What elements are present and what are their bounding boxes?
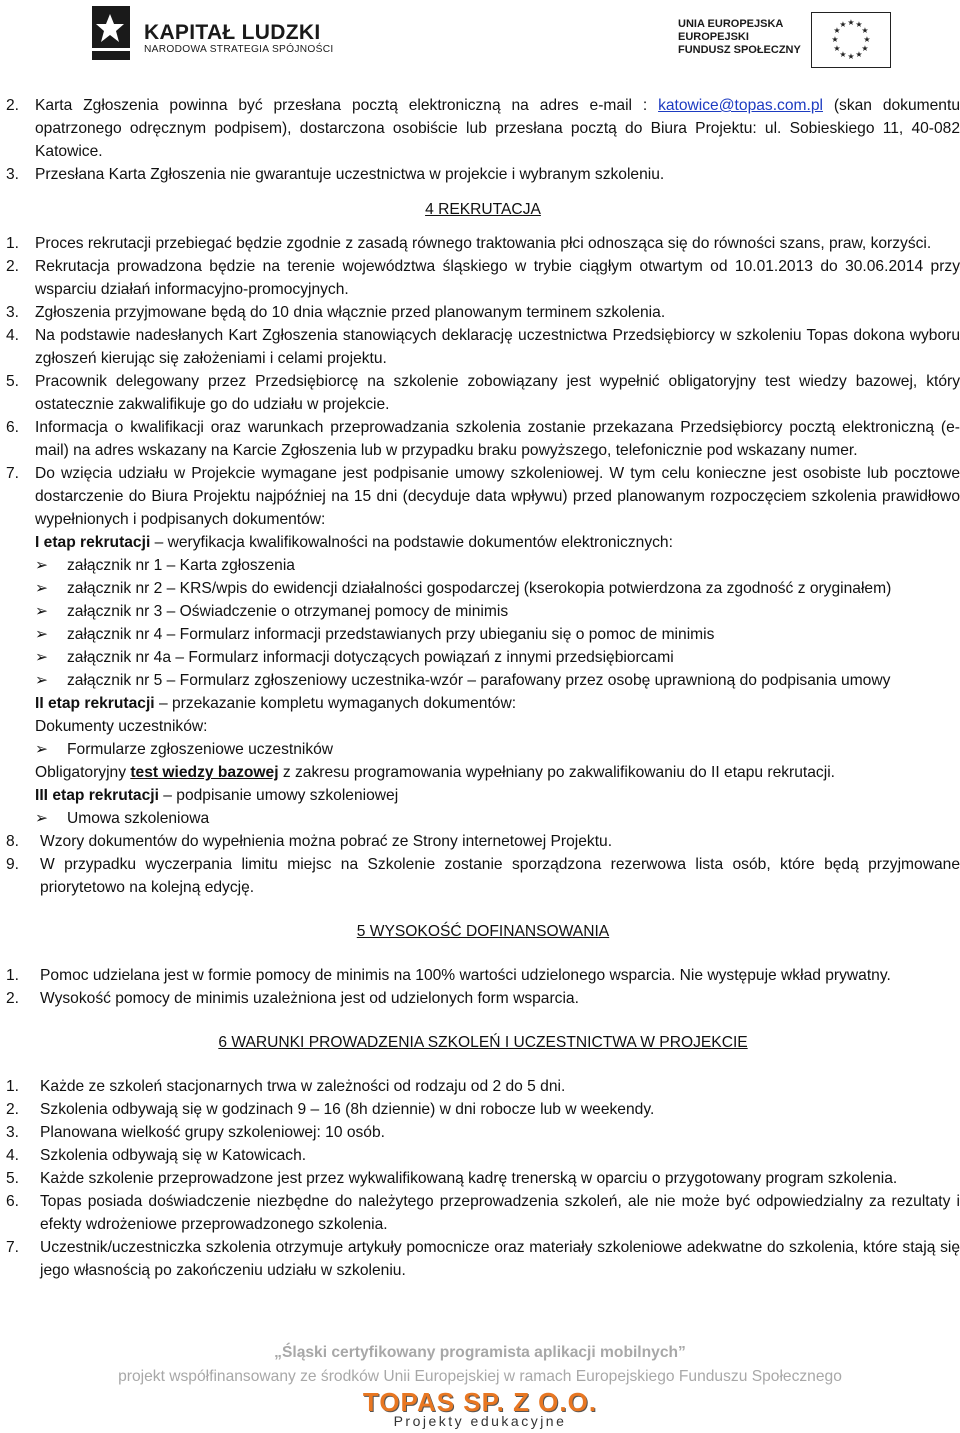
project-title: „Śląski certyfikowany programista aplikacji mobilnych” <box>274 1344 686 1361</box>
topas-company-name: TOPAS SP. Z O.O. <box>362 1387 598 1417</box>
bullet-item: ➢ Umowa szkoleniowa <box>6 807 960 830</box>
topas-tagline: Projekty edukacyjne <box>393 1413 567 1429</box>
list-item: 8. Wzory dokumentów do wypełnienia można pobrać ze Strony internetowej Projektu. <box>6 833 613 850</box>
cofinance-note: projekt współfinansowany ze środków Unii Europejskiej w ramach Europejskiego Funduszu Społecznego <box>118 1368 842 1385</box>
svg-text:★: ★ <box>833 44 841 53</box>
arrow-bullet-icon: ➢ <box>35 741 49 758</box>
bullet-item: ➢ załącznik nr 1 – Karta zgłoszenia <box>6 554 960 577</box>
section-4-heading: 4 REKRUTACJA <box>425 201 541 218</box>
svg-text:★: ★ <box>861 26 869 35</box>
section-6-heading: 6 WARUNKI PROWADZENIA SZKOLEŃ I UCZESTNICTWA W PROJEKCIE <box>218 1034 748 1051</box>
svg-text:★: ★ <box>847 52 855 61</box>
list-item: 3. Planowana wielkość grupy szkoleniowej: 10 osób. <box>6 1124 385 1141</box>
eu-line-1: UNIA EUROPEJSKA <box>678 18 784 30</box>
svg-text:★: ★ <box>855 50 863 59</box>
list-item: 6. Informacja o kwalifikacji oraz warunkach przeprowadzania szkolenia zostanie przekazana Przedsiębiorcy pocztą elektroniczną (e-mail) na adres wskazany na Karcie Zgłoszenia lub w przypadku braku powyższego, telefonicznie pod wskazany numer. <box>6 419 960 459</box>
arrow-bullet-icon: ➢ <box>35 557 49 574</box>
document-body <box>6 94 960 1282</box>
arrow-bullet-icon: ➢ <box>35 603 49 620</box>
kapital-ludzki-title: KAPITAŁ LUDZKI <box>144 21 321 44</box>
arrow-bullet-icon: ➢ <box>35 672 49 689</box>
bullet-item: ➢ załącznik nr 5 – Formularz zgłoszeniowy uczestnika-wzór – parafowany przez osobę uprawnioną do podpisania umowy <box>6 669 960 692</box>
svg-text:★: ★ <box>863 35 871 44</box>
list-item: 3. Zgłoszenia przyjmowane będą do 10 dnia włącznie przed planowanym terminem szkolenia. <box>6 304 666 321</box>
section-5-heading: 5 WYSOKOŚĆ DOFINANSOWANIA <box>356 923 610 940</box>
svg-text:★: ★ <box>839 20 847 29</box>
bullet-item: ➢ Formularze zgłoszeniowe uczestników <box>6 738 960 761</box>
bullet-item: ➢ załącznik nr 4a – Formularz informacji dotyczących powiązań z innymi przedsiębiorcami <box>6 646 960 669</box>
svg-text:★: ★ <box>833 26 841 35</box>
list-item: 5. Pracownik delegowany przez Przedsiębiorcę na szkolenie zobowiązany jest wypełnić obligatoryjny test wiedzy bazowej, który ostatecznie zakwalifikuje go do udziału w projekcie. <box>6 373 960 413</box>
bullet-item: ➢ załącznik nr 4 – Formularz informacji przedstawianych przy ubieganiu się o pomoc de minimis <box>6 623 960 646</box>
intro-item-3: 3. Przesłana Karta Zgłoszenia nie gwarantuje uczestnictwa w projekcie i wybranym szkoleniu. <box>6 166 665 183</box>
list-item: 7. Do wzięcia udziału w Projekcie wymagane jest podpisanie umowy szkoleniowej. W tym celu konieczne jest osobiste lub pocztowe dostarczenie do Biura Projektu najpóźniej na 15 dni (decyduje data wpływu) przed planowanym rozpoczęciem szkolenia prawidłowo wypełnionych i podpisanych dokumentów: <box>6 465 960 528</box>
topas-logo <box>362 1387 598 1429</box>
kapital-ludzki-logo <box>88 4 334 62</box>
eu-logo <box>678 12 891 68</box>
list-item: 1. Pomoc udzielana jest w formie pomocy de minimis na 100% wartości udzielonego wsparcia. Nie występuje wkład prywatny. <box>6 967 891 984</box>
test-line: Obligatoryjny test wiedzy bazowej z zakresu programowania wypełniany po zakwalifikowaniu do II etapu rekrutacji. <box>35 764 835 781</box>
list-item: 9. W przypadku wyczerpania limitu miejsc na Szkolenie zostanie sporządzona rezerwowa lista osób, które będą przyjmowane priorytetowo na kolejną edycję. <box>6 856 960 896</box>
svg-text:★: ★ <box>855 20 863 29</box>
page-footer <box>0 1340 960 1433</box>
bullet-item: ➢ załącznik nr 3 – Oświadczenie o otrzymanej pomocy de minimis <box>6 600 960 623</box>
list-item: 5. Każde szkolenie przeprowadzone jest przez wykwalifikowaną kadrę trenerską w oparciu o przygotowany program szkolenia. <box>6 1170 898 1187</box>
svg-text:★: ★ <box>847 18 855 27</box>
list-item: 2. Rekrutacja prowadzona będzie na terenie województwa śląskiego w trybie ciągłym otwartym od 10.01.2013 do 30.06.2014 przy wsparciu działań informacyjno-promocyjnych. <box>6 258 960 298</box>
eu-flag-icon <box>811 12 891 68</box>
section-4-list <box>6 232 960 899</box>
arrow-bullet-icon: ➢ <box>35 580 49 597</box>
list-item: 2. Wysokość pomocy de minimis uzależniona jest od udzielonych form wsparcia. <box>6 990 579 1007</box>
stage-2-line: II etap rekrutacji – przekazanie kompletu wymaganych dokumentów: <box>35 695 517 712</box>
list-item: 4. Szkolenia odbywają się w Katowicach. <box>6 1147 307 1164</box>
svg-text:★: ★ <box>839 50 847 59</box>
list-item: 1. Proces rekrutacji przebiegać będzie zgodnie z zasadą równego traktowania płci odnosząca się do równości szans, praw, korzyści. <box>6 235 932 252</box>
arrow-bullet-icon: ➢ <box>35 626 49 643</box>
stage-3-line: III etap rekrutacji – podpisanie umowy szkoleniowej <box>35 787 399 804</box>
list-item: 6. Topas posiada doświadczenie niezbędne do należytego przeprowadzenia szkoleń, ale nie może być odpowiedzialny za rezultaty i efekty wdrożeniowe przeprowadzonego szkolenia. <box>6 1193 960 1233</box>
list-item: 2. Szkolenia odbywają się w godzinach 9 – 16 (8h dziennie) w dni robocze lub w weekendy. <box>6 1101 655 1118</box>
bullet-item: ➢ załącznik nr 2 – KRS/wpis do ewidencji działalności gospodarczej (kserokopia potwierdzona za zgodność z oryginałem) <box>6 577 960 600</box>
stage-1-line: I etap rekrutacji – weryfikacja kwalifikowalności na podstawie dokumentów elektronicznych: <box>35 534 673 551</box>
arrow-bullet-icon: ➢ <box>35 649 49 666</box>
email-link[interactable]: katowice@topas.com.pl <box>658 97 823 114</box>
eu-line-3: FUNDUSZ SPOŁECZNY <box>678 44 801 56</box>
section-5-list <box>6 964 960 1010</box>
list-item: 4. Na podstawie nadesłanych Kart Zgłoszenia stanowiących deklarację uczestnictwa Przedsiębiorcy w szkoleniu Topas dokona wyboru zgłoszeń kierując się założeniami i celami projektu. <box>6 327 960 367</box>
page-header <box>0 0 960 80</box>
svg-text:★: ★ <box>861 44 869 53</box>
kapital-ludzki-emblem-icon <box>88 4 134 62</box>
list-item: 7. Uczestnik/uczestniczka szkolenia otrzymuje artykuły pomocnicze oraz materiały szkoleniowe adekwatne do szkolenia, które stają się jego własnością po zakończeniu udziału w szkoleniu. <box>6 1239 960 1279</box>
documents-label: Dokumenty uczestników: <box>35 718 208 735</box>
kapital-ludzki-subtitle: NARODOWA STRATEGIA SPÓJNOŚCI <box>144 44 334 55</box>
intro-item-2: 2. Karta Zgłoszenia powinna być przesłana pocztą elektroniczną na adres e-mail : katowice@topas.com.pl (skan dokumentu opatrzonego odręcznym podpisem), dostarczona osobiście lub przesłana pocztą do Biura Projektu: ul. Sobieskiego 11, 40-082 Katowice. <box>6 97 960 160</box>
svg-text:★: ★ <box>831 35 839 44</box>
section-6-list <box>6 1075 960 1282</box>
arrow-bullet-icon: ➢ <box>35 810 49 827</box>
eu-line-2: EUROPEJSKI <box>678 31 749 43</box>
list-item: 1. Każde ze szkoleń stacjonarnych trwa w zależności od rodzaju od 2 do 5 dni. <box>6 1078 566 1095</box>
